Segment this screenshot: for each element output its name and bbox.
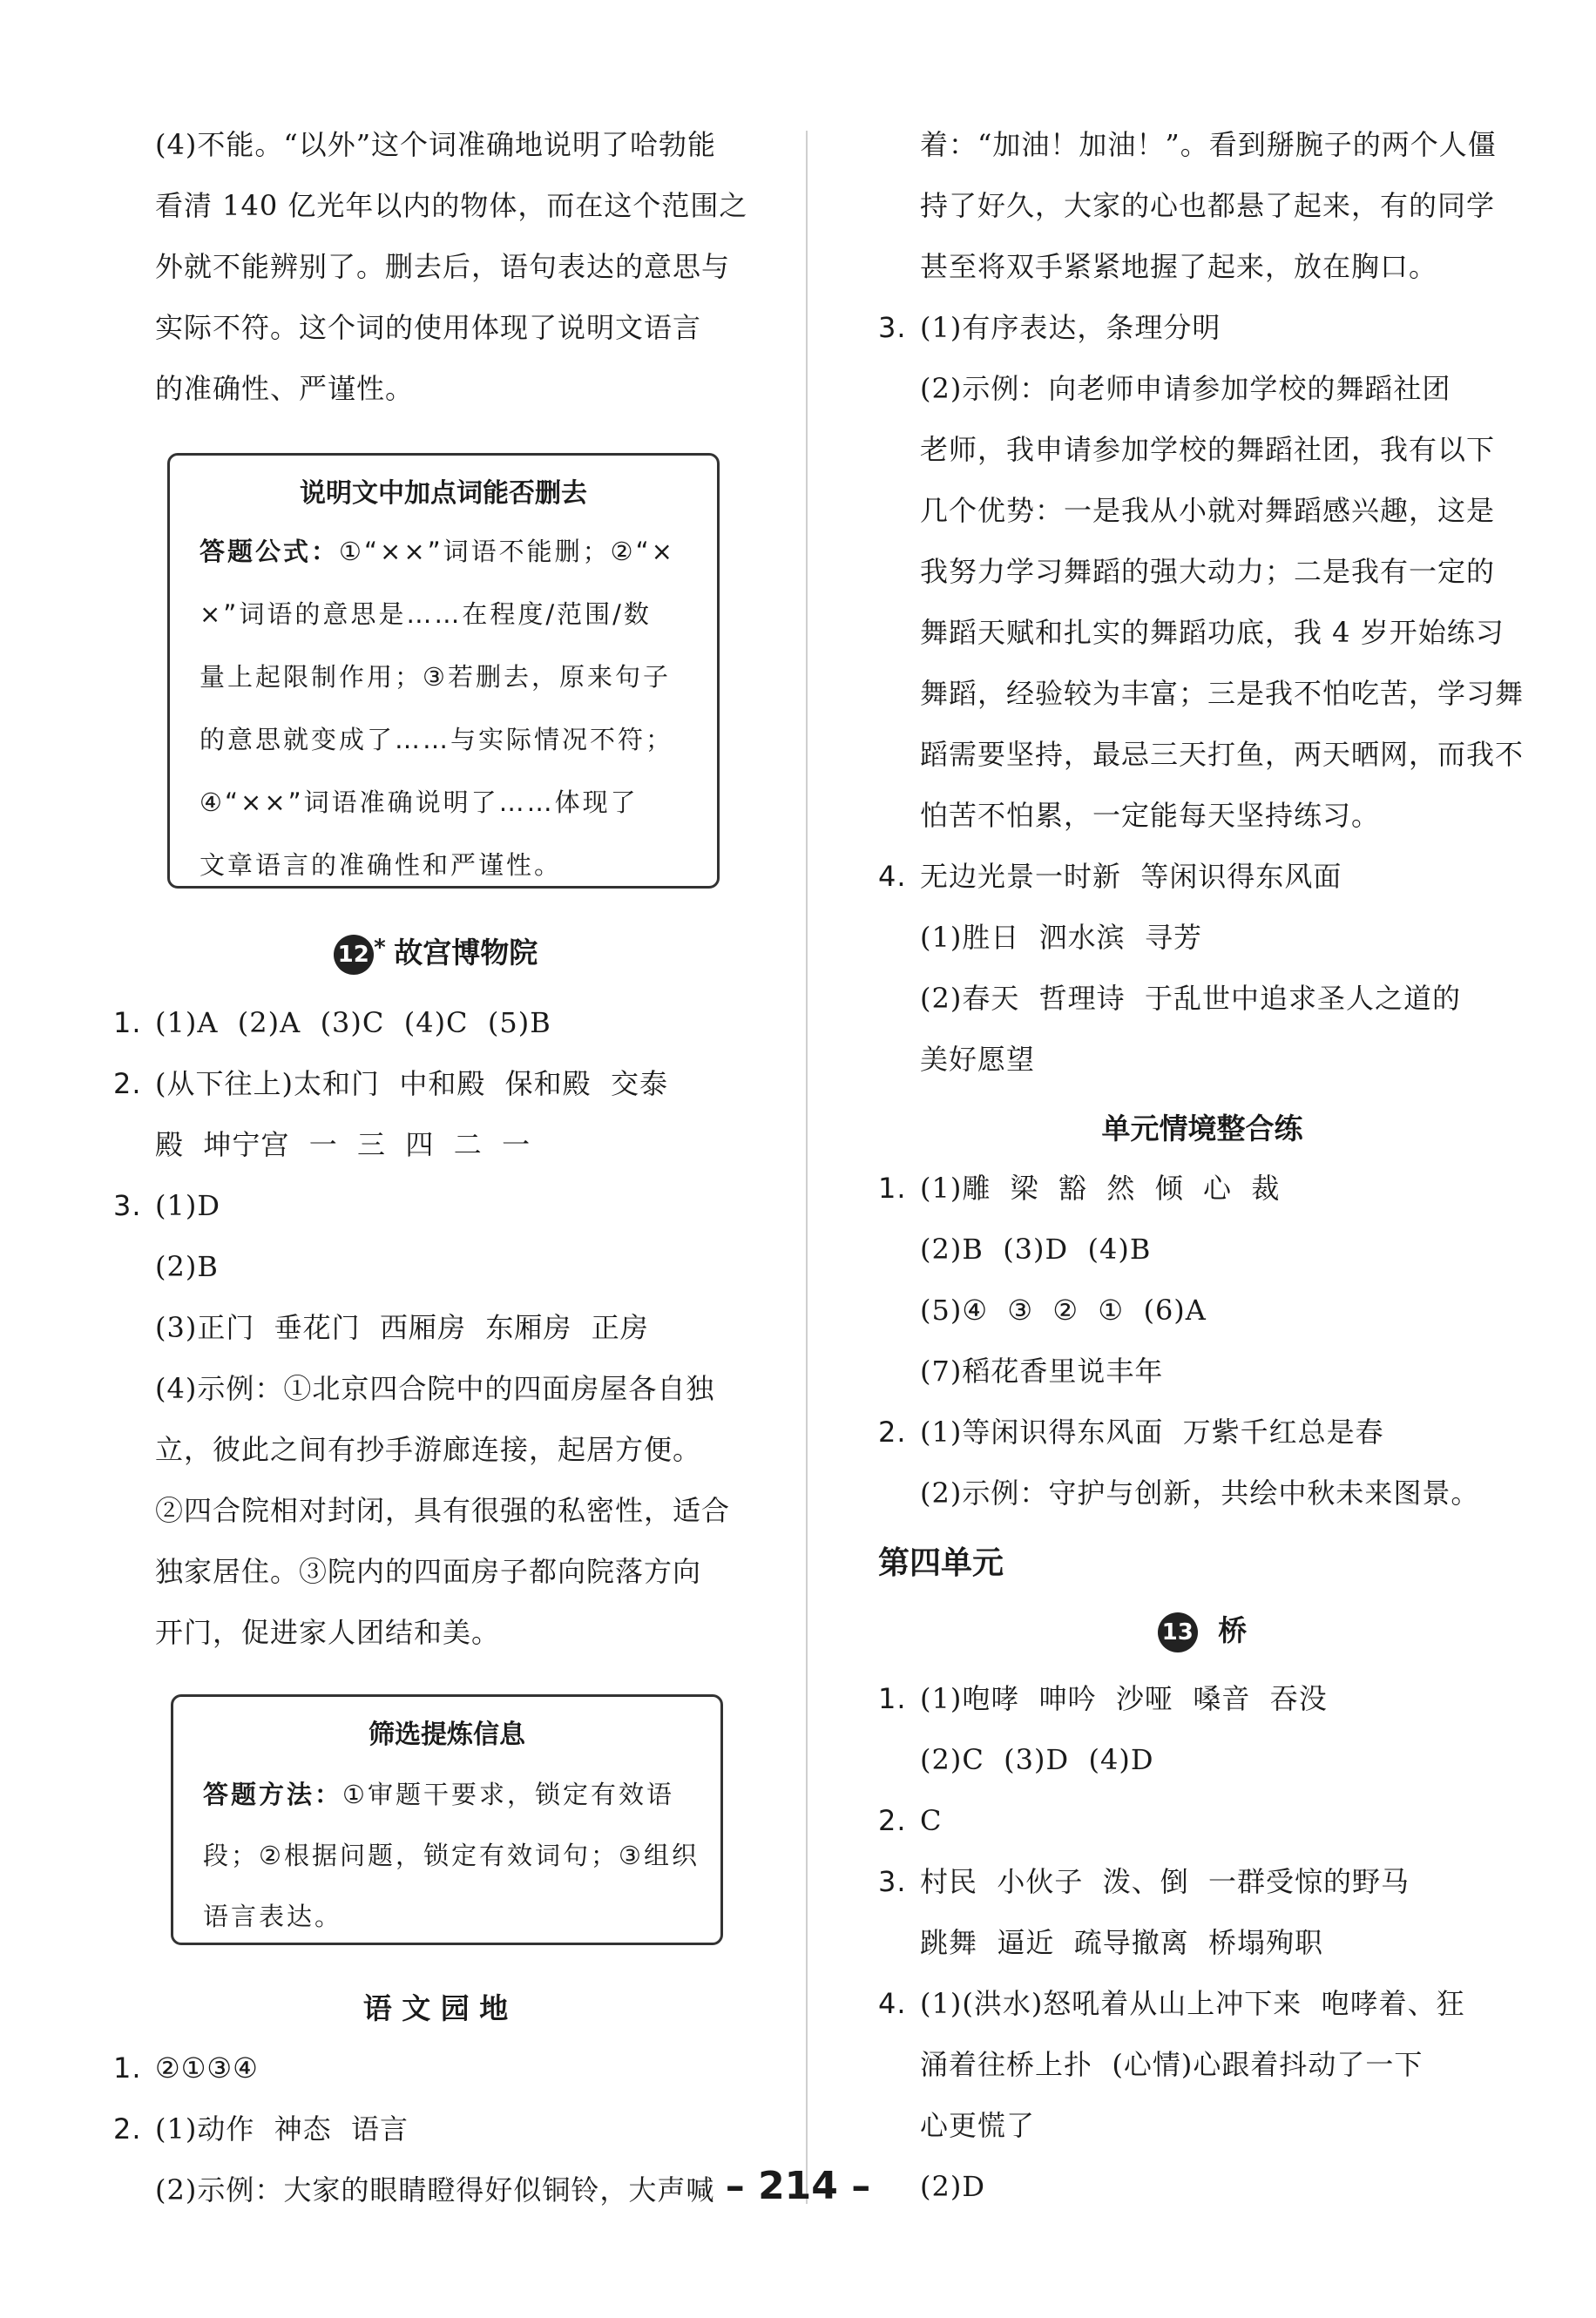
answer-line: 心更慌了: [920, 2109, 1036, 2142]
answer-line: (7)稻花香里说丰年: [920, 1355, 1164, 1388]
column-divider: [806, 131, 808, 2204]
tip-box-line: [200, 534, 675, 569]
answer-line: 独家居住。③院内的四面房子都向院落方向: [155, 1555, 702, 1588]
answer-line: (2)B: [155, 1250, 219, 1283]
lesson-number: 12: [337, 941, 369, 968]
tip-box-line: 量上起限制作用；③若删去，原来句子: [200, 662, 671, 692]
answer-line: (1)等闲识得东风面 万紫千红总是春: [920, 1416, 1384, 1449]
question-number: 1.: [878, 1682, 907, 1715]
answer-line: 甚至将双手紧紧地握了起来，放在胸口。: [920, 250, 1438, 283]
text-line: 实际不符。这个词的使用体现了说明文语言: [155, 311, 702, 344]
answer-line: 美好愿望: [920, 1043, 1036, 1076]
answer-line: (2)示例：向老师申请参加学校的舞蹈社团: [920, 372, 1451, 405]
answer-line: 开门，促进家人团结和美。: [155, 1616, 501, 1649]
lesson-number-badge: [1158, 1612, 1198, 1652]
answer-line: (1)胜日 泗水滨 寻芳: [920, 921, 1203, 954]
answer-line: ②四合院相对封闭，具有很强的私密性，适合: [155, 1494, 731, 1527]
section-title-unit-review: 单元情境整合练: [1101, 1112, 1303, 1145]
optional-star: *: [374, 934, 386, 961]
tip-box-text: ①审题干要求，锁定有效语: [342, 1780, 675, 1809]
question-number: 1.: [113, 2051, 142, 2085]
tip-box-label: 答题公式：: [200, 537, 340, 566]
lesson-title: 故宫博物院: [394, 936, 538, 970]
answer-line: 蹈需要坚持，最忌三天打鱼，两天晒网，而我不: [920, 738, 1525, 771]
lesson-title: 桥: [1218, 1613, 1248, 1647]
answer-line: (1)有序表达，条理分明: [920, 311, 1221, 344]
tip-box-line: 段；②根据问题，锁定有效词句；③组织: [203, 1841, 700, 1870]
tip-box-delete-words: [167, 453, 720, 889]
unit-4-title: 第四单元: [878, 1545, 1004, 1581]
question-number: 1.: [113, 1006, 142, 1039]
answer-line: (1)A (2)A (3)C (4)C (5)B: [155, 1006, 551, 1039]
answer-line: 几个优势：一是我从小就对舞蹈感兴趣，这是: [920, 494, 1496, 527]
answer-line: 着：“加油！加油！”。看到掰腕子的两个人僵: [920, 128, 1497, 161]
question-number: 2.: [878, 1416, 907, 1449]
question-number: 4.: [878, 860, 907, 893]
answer-line: 老师，我申请参加学校的舞蹈社团，我有以下: [920, 433, 1496, 466]
answer-line: 持了好久，大家的心也都悬了起来，有的同学: [920, 189, 1496, 222]
tip-box-text: ①“××”词语不能删；②“×: [339, 537, 675, 566]
answer-line: (1)(洪水)怒吼着从山上冲下来 咆哮着、狂: [920, 1987, 1465, 2020]
tip-box-line: ×”词语的意思是……在程度/范围/数: [200, 599, 652, 629]
page-number: – 214 –: [725, 2164, 871, 2208]
question-number: 3.: [878, 311, 907, 344]
lesson-number: 13: [1161, 1619, 1194, 1646]
question-number: 4.: [878, 1987, 907, 2020]
answer-line: (4)示例：①北京四合院中的四面房屋各自独: [155, 1372, 715, 1405]
answer-line: (1)动作 神态 语言: [155, 2112, 409, 2146]
tip-box-line: 语言表达。: [203, 1902, 343, 1931]
tip-box-filter-info: [171, 1694, 723, 1945]
tip-box-line: 文章语言的准确性和严谨性。: [200, 850, 563, 880]
answer-line: 殿 坤宁宫 一 三 四 二 一: [155, 1128, 531, 1161]
answer-line: (3)正门 垂花门 西厢房 东厢房 正房: [155, 1311, 649, 1344]
tip-box-title: 说明文中加点词能否删去: [300, 478, 587, 509]
tip-box-line: [203, 1777, 674, 1812]
text-line: 外就不能辨别了。删去后，语句表达的意思与: [155, 250, 731, 283]
answer-line: 我努力学习舞蹈的强大动力；二是我有一定的: [920, 555, 1496, 588]
lesson-12-heading: [113, 930, 758, 975]
question-number: 2.: [878, 1804, 907, 1837]
answer-line: (2)D: [920, 2170, 985, 2203]
question-number: 2.: [113, 2112, 142, 2146]
tip-box-label: 答题方法：: [203, 1780, 343, 1809]
answer-line: (从下往上)太和门 中和殿 保和殿 交泰: [155, 1067, 669, 1100]
section-title-chinese-garden: 语 文 园 地: [362, 1991, 509, 2025]
answer-line: (2)春天 哲理诗 于乱世中追求圣人之道的: [920, 982, 1462, 1015]
text-line: 的准确性、严谨性。: [155, 372, 415, 405]
text-line: (4)不能。“以外”这个词准确地说明了哈勃能: [155, 128, 717, 161]
answer-line: (1)雕 梁 豁 然 倾 心 裁: [920, 1172, 1281, 1205]
answer-line: 村民 小伙子 泼、倒 一群受惊的野马: [920, 1865, 1410, 1898]
answer-line: (2)B (3)D (4)B: [920, 1233, 1152, 1266]
answer-line: ②①③④: [155, 2051, 259, 2085]
question-number: 1.: [878, 1172, 907, 1205]
answer-line: 舞蹈天赋和扎实的舞蹈功底，我 4 岁开始练习: [920, 616, 1505, 649]
text-line: 看清 140 亿光年以内的物体，而在这个范围之: [155, 189, 748, 222]
answer-line: (1)D: [155, 1189, 220, 1222]
question-number: 3.: [113, 1189, 142, 1222]
answer-line: 涌着往桥上扑 (心情)心跟着抖动了一下: [920, 2048, 1424, 2081]
answer-line: (5)④ ③ ② ① (6)A: [920, 1294, 1207, 1327]
answer-line: (2)示例：守护与创新，共绘中秋未来图景。: [920, 1477, 1480, 1510]
answer-line: (2)示例：大家的眼睛瞪得好似铜铃，大声喊: [155, 2173, 715, 2206]
tip-box-title: 筛选提炼信息: [369, 1720, 525, 1750]
answer-line: C: [920, 1804, 943, 1837]
answer-line: (1)咆哮 呻吟 沙哑 嗓音 吞没: [920, 1682, 1328, 1715]
answer-line: 立，彼此之间有抄手游廊连接，起居方便。: [155, 1433, 702, 1466]
answer-line: 怕苦不怕累，一定能每天坚持练习。: [920, 799, 1381, 832]
lesson-number-badge: [334, 934, 386, 975]
answer-line: 跳舞 逼近 疏导撤离 桥塌殉职: [920, 1926, 1324, 1959]
lesson-13-heading: [871, 1608, 1533, 1652]
answer-line: (2)C (3)D (4)D: [920, 1743, 1154, 1776]
tip-box-line: 的意思就变成了……与实际情况不符；: [200, 725, 674, 754]
answer-line: 无边光景一时新 等闲识得东风面: [920, 860, 1342, 893]
tip-box-line: ④“××”词语准确说明了……体现了: [200, 787, 639, 817]
question-number: 3.: [878, 1865, 907, 1898]
answer-line: 舞蹈，经验较为丰富；三是我不怕吃苦，学习舞: [920, 677, 1525, 710]
question-number: 2.: [113, 1067, 142, 1100]
